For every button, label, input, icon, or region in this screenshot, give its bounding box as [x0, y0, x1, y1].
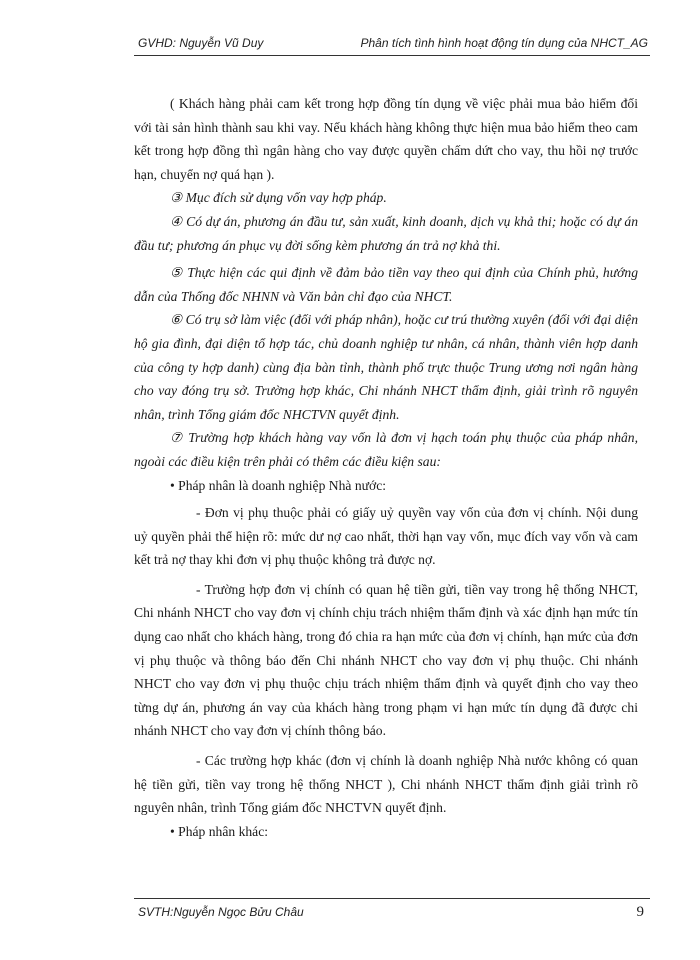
condition-5: ⑤ Thực hiện các qui định về đảm bảo tiền vay theo qui định của Chính phủ, hướng dẫn của Thống đốc NHNN và Văn bản chỉ đạo của NHCT. [134, 265, 638, 304]
header-advisor: GVHD: Nguyễn Vũ Duy [138, 36, 264, 50]
bullet-other-entity: • Pháp nhân khác: [170, 823, 269, 839]
page-footer [138, 904, 644, 921]
dash-credit-limit: - Trường hợp đơn vị chính có quan hệ tiền gửi, tiền vay trong hệ thống NHCT, Chi nhánh NHCT cho vay đơn vị chính chịu trách nhiệm thẩm định và xác định hạn mức tín dụng cao nhất cho khách hàng, trong đó chia ra hạn mức của đơn vị chính, hạn mức của đơn vị phụ thuộc và thông báo đến Chi nhánh NHCT cho vay đơn vị phụ thuộc. Chi nhánh NHCT cho vay đơn vị phụ thuộc chịu trách nhiệm thẩm định và quyết định cho vay theo từng dự án, phương án vay của khách hàng trong phạm vi hạn mức tín dụng đã được chi nhánh NHCT cho vay đơn vị chính thông báo. [134, 581, 638, 739]
dash-other-cases: - Các trường hợp khác (đơn vị chính là doanh nghiệp Nhà nước không có quan hệ tiền gửi, tiền vay trong hệ thống NHCT ), Chi nhánh NHCT thẩm định giải trình rõ nguyên nhân, trình Tổng giám đốc NHCTVN quyết định. [134, 753, 638, 816]
dash-authorization: - Đơn vị phụ thuộc phải có giấy uỷ quyền vay vốn của đơn vị chính. Nội dung uỷ quyền phải thể hiện rõ: mức dư nợ cao nhất, thời hạn vay vốn, mục đích vay vốn và cam kết trả nợ thay khi đơn vị phụ thuộc không trả được nợ. [134, 505, 638, 568]
bullet-state-enterprise: • Pháp nhân là doanh nghiệp Nhà nước: [170, 477, 386, 493]
header-divider [134, 55, 650, 56]
page-body [134, 92, 638, 843]
page-header [138, 36, 648, 50]
condition-7: ⑦ Trường hợp khách hàng vay vốn là đơn vị hạch toán phụ thuộc của pháp nhân, ngoài các điều kiện trên phải có thêm các điều kiện sau: [134, 430, 638, 469]
condition-6: ⑥ Có trụ sở làm việc (đối với pháp nhân), hoặc cư trú thường xuyên (đối với đại diện hộ gia đình, đại diện tổ hợp tác, chủ doanh nghiệp tư nhân, cá nhân, thành viên hợp danh của công ty hợp danh) cùng địa bàn tỉnh, thành phố trực thuộc Trung ương nơi ngân hàng cho vay đóng trụ sở. Trường hợp khác, Chi nhánh NHCT thẩm định, giải trình rõ nguyên nhân, trình Tổng giám đốc NHCTVN quyết định. [134, 312, 638, 422]
header-title: Phân tích tình hình hoạt động tín dụng của NHCT_AG [360, 36, 648, 50]
footer-student: SVTH:Nguyễn Ngọc Bửu Châu [138, 905, 304, 919]
condition-4: ④ Có dự án, phương án đầu tư, sản xuất, kinh doanh, dịch vụ khả thi; hoặc có dự án đầu tư; phương án phục vụ đời sống kèm phương án trả nợ khả thi. [134, 213, 638, 253]
condition-3: ③ Mục đích sử dụng vốn vay hợp pháp. [170, 190, 387, 206]
page-number: 9 [636, 904, 644, 920]
paragraph-insurance: ( Khách hàng phải cam kết trong hợp đồng tín dụng về việc phải mua bảo hiểm đối với tài sản hình thành sau khi vay. Nếu khách hàng không thực hiện mua bảo hiểm theo cam kết trong hợp đồng thì ngân hàng cho vay được quyền chấm dứt cho vay, thu hồi nợ trước hạn, chuyển nợ quá hạn ). [134, 96, 638, 182]
footer-divider [134, 898, 650, 899]
